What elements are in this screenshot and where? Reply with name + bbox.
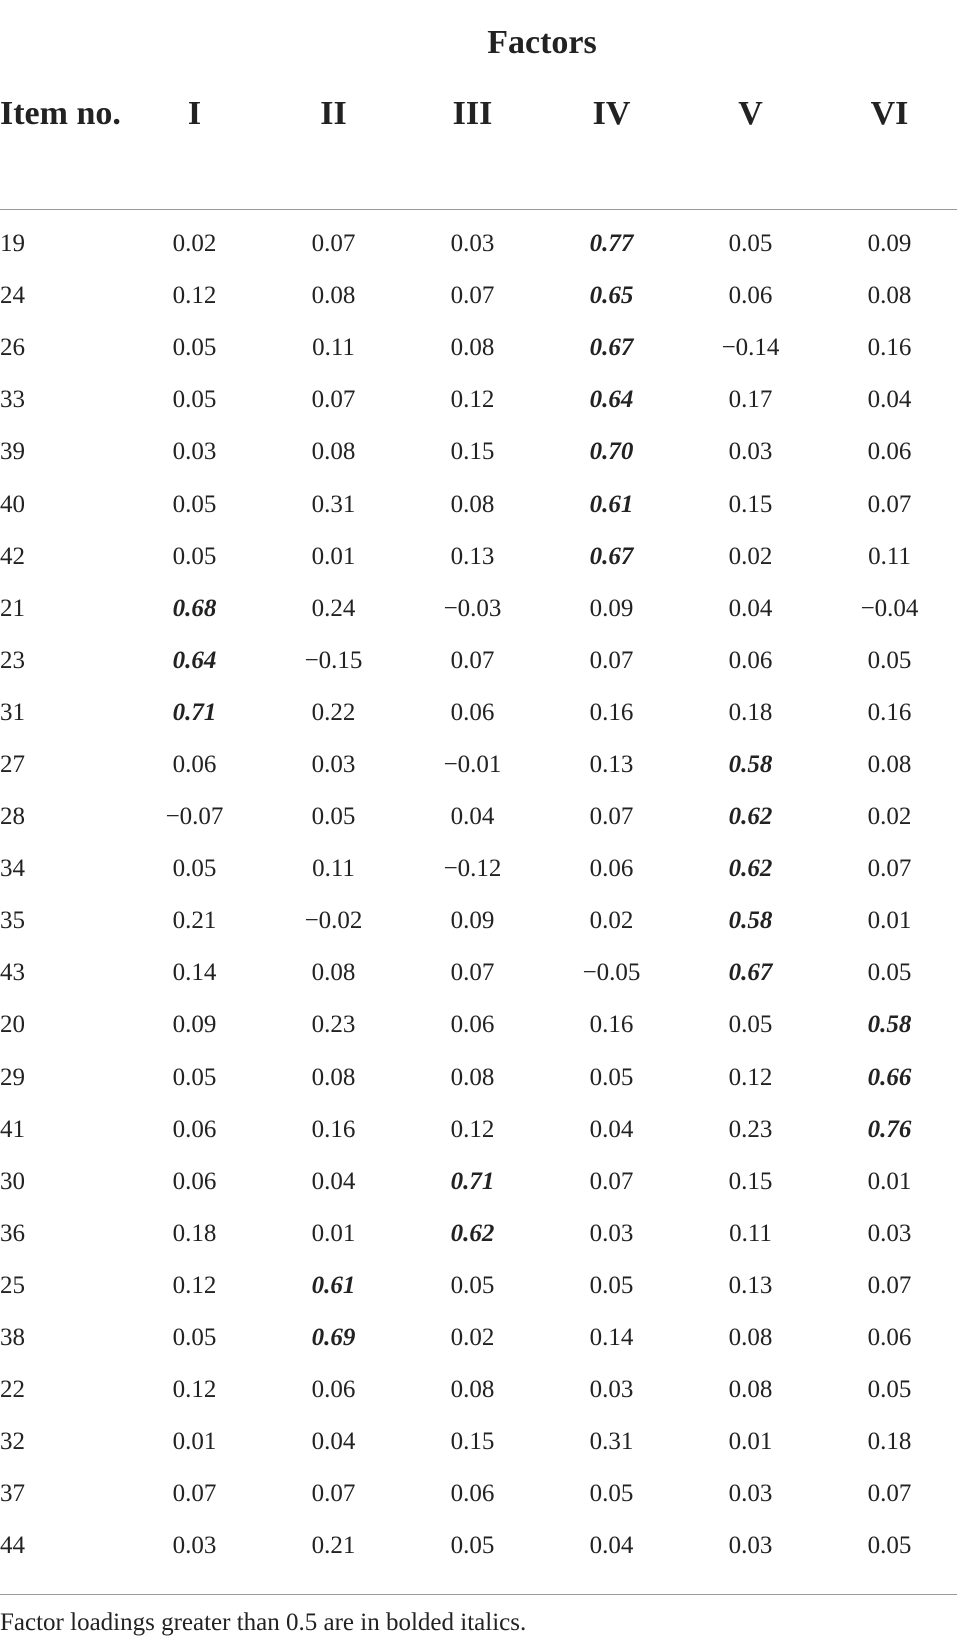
loading-cell: 0.09 xyxy=(172,1011,217,1039)
loading-cell: 0.08 xyxy=(311,282,356,310)
loading-cell: 0.05 xyxy=(589,1063,634,1091)
table-row xyxy=(0,270,957,322)
loading-cell: 0.05 xyxy=(728,230,773,258)
loading-cell: 0.15 xyxy=(728,1167,773,1195)
loading-cell: 0.05 xyxy=(450,1271,495,1299)
loading-cell: 0.04 xyxy=(450,803,495,831)
loading-cell: 0.04 xyxy=(589,1532,634,1560)
loading-cell: 0.12 xyxy=(172,1376,217,1404)
loading-cell: 0.06 xyxy=(867,438,912,466)
item-number-cell: 39 xyxy=(0,438,25,466)
loading-cell: 0.06 xyxy=(311,1376,356,1404)
item-number-cell: 26 xyxy=(0,334,25,362)
loading-cell: 0.18 xyxy=(728,698,773,726)
item-number-cell: 30 xyxy=(0,1167,25,1195)
loading-cell: 0.03 xyxy=(867,1219,912,1247)
item-number-cell: 20 xyxy=(0,1011,25,1039)
table-row xyxy=(0,1312,957,1364)
loading-cell: 0.09 xyxy=(867,230,912,258)
item-number-cell: 25 xyxy=(0,1271,25,1299)
loading-cell: 0.07 xyxy=(589,646,634,674)
loading-cell: 0.23 xyxy=(728,1115,773,1143)
table-row xyxy=(0,583,957,635)
table-row xyxy=(0,478,957,530)
loading-cell: 0.67 xyxy=(728,959,773,987)
item-number-cell: 29 xyxy=(0,1063,25,1091)
loading-cell: 0.03 xyxy=(728,438,773,466)
loading-cell: −0.02 xyxy=(304,907,363,935)
loading-cell: 0.05 xyxy=(728,1011,773,1039)
loading-cell: 0.02 xyxy=(728,542,773,570)
loading-cell: 0.05 xyxy=(172,386,217,414)
loading-cell: 0.08 xyxy=(311,1063,356,1091)
loading-cell: 0.67 xyxy=(589,542,634,570)
table-row xyxy=(0,1416,957,1468)
table-row xyxy=(0,374,957,426)
item-number-cell: 23 xyxy=(0,646,25,674)
loading-cell: 0.02 xyxy=(450,1324,495,1352)
table-body xyxy=(0,210,957,1573)
item-number-cell: 28 xyxy=(0,803,25,831)
loading-cell: −0.15 xyxy=(304,646,363,674)
item-number-cell: 44 xyxy=(0,1532,25,1560)
item-number-cell: 37 xyxy=(0,1480,25,1508)
loading-cell: 0.07 xyxy=(867,1271,912,1299)
loading-cell: 0.07 xyxy=(589,803,634,831)
loading-cell: 0.11 xyxy=(312,855,355,883)
loading-cell: 0.03 xyxy=(589,1376,634,1404)
loading-cell: 0.08 xyxy=(728,1324,773,1352)
table-row xyxy=(0,843,957,895)
item-number-cell: 34 xyxy=(0,855,25,883)
loading-cell: 0.01 xyxy=(311,1219,356,1247)
loading-cell: 0.06 xyxy=(172,1115,217,1143)
loading-cell: 0.05 xyxy=(172,1324,217,1352)
loading-cell: 0.62 xyxy=(728,803,773,831)
loading-cell: 0.12 xyxy=(728,1063,773,1091)
loading-cell: 0.07 xyxy=(311,386,356,414)
loading-cell: 0.03 xyxy=(311,750,356,778)
loading-cell: 0.06 xyxy=(172,1167,217,1195)
factor-header-iii: III xyxy=(403,85,542,210)
loading-cell: 0.07 xyxy=(867,855,912,883)
loading-cell: 0.13 xyxy=(728,1271,773,1299)
table-row xyxy=(0,1468,957,1520)
loading-cell: 0.31 xyxy=(589,1428,634,1456)
loading-cell: 0.04 xyxy=(589,1115,634,1143)
loading-cell: 0.08 xyxy=(450,334,495,362)
loading-cell: 0.05 xyxy=(172,542,217,570)
table-row xyxy=(0,210,957,271)
loading-cell: 0.08 xyxy=(450,1063,495,1091)
table-row xyxy=(0,1260,957,1312)
loading-cell: 0.71 xyxy=(172,698,217,726)
factor-header-v: V xyxy=(681,85,820,210)
factor-header-iv: IV xyxy=(542,85,681,210)
table-row xyxy=(0,687,957,739)
loading-cell: 0.01 xyxy=(867,907,912,935)
factor-header-vi: VI xyxy=(820,85,957,210)
item-number-cell: 43 xyxy=(0,959,25,987)
loading-cell: 0.03 xyxy=(172,438,217,466)
loading-cell: 0.67 xyxy=(589,334,634,362)
item-number-cell: 35 xyxy=(0,907,25,935)
loading-cell: −0.04 xyxy=(860,594,919,622)
loading-cell: 0.06 xyxy=(867,1324,912,1352)
loading-cell: 0.18 xyxy=(172,1219,217,1247)
table-row xyxy=(0,1104,957,1156)
loading-cell: 0.07 xyxy=(172,1480,217,1508)
loading-cell: 0.07 xyxy=(311,230,356,258)
factor-header-ii: II xyxy=(264,85,403,210)
loading-cell: 0.05 xyxy=(867,1376,912,1404)
loading-cell: 0.12 xyxy=(450,386,495,414)
loading-cell: 0.16 xyxy=(867,334,912,362)
loading-cell: 0.66 xyxy=(867,1063,912,1091)
loading-cell: 0.05 xyxy=(867,959,912,987)
loading-cell: 0.21 xyxy=(311,1532,356,1560)
column-header-row xyxy=(0,85,957,210)
loading-cell: −0.01 xyxy=(443,750,502,778)
loading-cell: −0.03 xyxy=(443,594,502,622)
item-number-cell: 33 xyxy=(0,386,25,414)
loading-cell: 0.03 xyxy=(728,1532,773,1560)
loading-cell: 0.06 xyxy=(450,1480,495,1508)
table-row xyxy=(0,947,957,999)
table-row xyxy=(0,999,957,1051)
loading-cell: 0.08 xyxy=(311,959,356,987)
loading-cell: 0.05 xyxy=(867,1532,912,1560)
loading-cell: 0.05 xyxy=(172,490,217,518)
loading-cell: 0.11 xyxy=(729,1219,772,1247)
loading-cell: 0.64 xyxy=(589,386,634,414)
loading-cell: 0.05 xyxy=(172,855,217,883)
loading-cell: 0.04 xyxy=(311,1428,356,1456)
loading-cell: 0.06 xyxy=(450,698,495,726)
group-header-row xyxy=(0,0,957,85)
loading-cell: 0.03 xyxy=(728,1480,773,1508)
loading-cell: 0.02 xyxy=(867,803,912,831)
loading-cell: 0.21 xyxy=(172,907,217,935)
loading-cell: 0.02 xyxy=(172,230,217,258)
factors-group-header: Factors xyxy=(487,23,597,61)
table-footnote: Factor loadings greater than 0.5 are in bolded italics. xyxy=(0,1594,957,1637)
loading-cell: 0.70 xyxy=(589,438,634,466)
item-number-cell: 22 xyxy=(0,1376,25,1404)
loading-cell: 0.09 xyxy=(450,907,495,935)
loading-cell: 0.08 xyxy=(450,490,495,518)
loading-cell: 0.22 xyxy=(311,698,356,726)
loading-cell: 0.58 xyxy=(728,750,773,778)
loading-cell: 0.13 xyxy=(450,542,495,570)
loading-cell: 0.16 xyxy=(867,698,912,726)
loading-cell: 0.04 xyxy=(311,1167,356,1195)
loading-cell: 0.58 xyxy=(867,1011,912,1039)
loading-cell: 0.61 xyxy=(311,1271,356,1299)
loading-cell: 0.31 xyxy=(311,490,356,518)
loading-cell: 0.07 xyxy=(450,646,495,674)
loading-cell: 0.68 xyxy=(172,594,217,622)
loading-cell: 0.14 xyxy=(172,959,217,987)
table-row xyxy=(0,739,957,791)
loading-cell: 0.62 xyxy=(728,855,773,883)
loading-cell: 0.06 xyxy=(589,855,634,883)
table-row xyxy=(0,1364,957,1416)
loading-cell: 0.06 xyxy=(728,282,773,310)
loading-cell: 0.05 xyxy=(172,334,217,362)
item-number-cell: 41 xyxy=(0,1115,25,1143)
factor-header-i: I xyxy=(125,85,264,210)
loading-cell: 0.76 xyxy=(867,1115,912,1143)
loading-cell: 0.03 xyxy=(172,1532,217,1560)
loading-cell: 0.07 xyxy=(867,1480,912,1508)
loading-cell: 0.01 xyxy=(311,542,356,570)
loading-cell: 0.07 xyxy=(589,1167,634,1195)
loading-cell: 0.23 xyxy=(311,1011,356,1039)
loading-cell: 0.07 xyxy=(450,282,495,310)
loading-cell: 0.08 xyxy=(728,1376,773,1404)
item-number-cell: 36 xyxy=(0,1219,25,1247)
loading-cell: 0.06 xyxy=(172,750,217,778)
item-no-header: Item no. xyxy=(0,85,125,210)
loading-cell: 0.06 xyxy=(450,1011,495,1039)
loading-cell: 0.05 xyxy=(589,1271,634,1299)
table-row xyxy=(0,1520,957,1572)
loading-cell: 0.12 xyxy=(172,282,217,310)
loading-cell: 0.04 xyxy=(728,594,773,622)
loading-cell: 0.05 xyxy=(589,1480,634,1508)
loading-cell: 0.05 xyxy=(867,646,912,674)
loading-cell: 0.16 xyxy=(589,1011,634,1039)
loading-cell: 0.11 xyxy=(868,542,911,570)
loading-cell: 0.03 xyxy=(450,230,495,258)
item-number-cell: 19 xyxy=(0,230,25,258)
loading-cell: 0.69 xyxy=(311,1324,356,1352)
loading-cell: 0.07 xyxy=(311,1480,356,1508)
table-row xyxy=(0,426,957,478)
loading-cell: 0.01 xyxy=(867,1167,912,1195)
table-row xyxy=(0,322,957,374)
loading-cell: 0.15 xyxy=(450,438,495,466)
loading-cell: 0.09 xyxy=(589,594,634,622)
item-number-cell: 21 xyxy=(0,594,25,622)
loading-cell: 0.11 xyxy=(312,334,355,362)
table-row xyxy=(0,791,957,843)
loading-cell: −0.05 xyxy=(582,959,641,987)
loading-cell: −0.14 xyxy=(721,334,780,362)
loading-cell: 0.07 xyxy=(867,490,912,518)
item-number-cell: 24 xyxy=(0,282,25,310)
loading-cell: 0.01 xyxy=(728,1428,773,1456)
loading-cell: 0.02 xyxy=(589,907,634,935)
table-row xyxy=(0,1052,957,1104)
loading-cell: 0.64 xyxy=(172,646,217,674)
loading-cell: 0.01 xyxy=(172,1428,217,1456)
table-row xyxy=(0,531,957,583)
loading-cell: 0.17 xyxy=(728,386,773,414)
loading-cell: 0.58 xyxy=(728,907,773,935)
table-row xyxy=(0,635,957,687)
loading-cell: 0.15 xyxy=(450,1428,495,1456)
loading-cell: −0.07 xyxy=(165,803,224,831)
loading-cell: 0.16 xyxy=(589,698,634,726)
table-row xyxy=(0,1156,957,1208)
item-number-cell: 42 xyxy=(0,542,25,570)
loading-cell: 0.61 xyxy=(589,490,634,518)
item-number-cell: 27 xyxy=(0,750,25,778)
item-number-cell: 38 xyxy=(0,1324,25,1352)
table-row xyxy=(0,1208,957,1260)
loading-cell: 0.05 xyxy=(450,1532,495,1560)
item-number-cell: 32 xyxy=(0,1428,25,1456)
loading-cell: 0.06 xyxy=(728,646,773,674)
loading-cell: 0.15 xyxy=(728,490,773,518)
item-number-cell: 40 xyxy=(0,490,25,518)
loading-cell: 0.18 xyxy=(867,1428,912,1456)
loading-cell: 0.71 xyxy=(450,1167,495,1195)
loading-cell: −0.12 xyxy=(443,855,502,883)
loading-cell: 0.03 xyxy=(589,1219,634,1247)
loading-cell: 0.65 xyxy=(589,282,634,310)
loading-cell: 0.07 xyxy=(450,959,495,987)
loading-cell: 0.08 xyxy=(311,438,356,466)
loading-cell: 0.77 xyxy=(589,230,634,258)
loading-cell: 0.62 xyxy=(450,1219,495,1247)
loading-cell: 0.08 xyxy=(867,750,912,778)
loading-cell: 0.13 xyxy=(589,750,634,778)
loading-cell: 0.12 xyxy=(172,1271,217,1299)
loading-cell: 0.08 xyxy=(450,1376,495,1404)
table-row xyxy=(0,895,957,947)
loading-cell: 0.05 xyxy=(172,1063,217,1091)
loading-cell: 0.14 xyxy=(589,1324,634,1352)
loading-cell: 0.12 xyxy=(450,1115,495,1143)
loading-cell: 0.16 xyxy=(311,1115,356,1143)
loading-cell: 0.05 xyxy=(311,803,356,831)
group-header-spacer xyxy=(0,0,125,85)
loading-cell: 0.04 xyxy=(867,386,912,414)
loading-cell: 0.08 xyxy=(867,282,912,310)
loading-cell: 0.24 xyxy=(311,594,356,622)
item-number-cell: 31 xyxy=(0,698,25,726)
